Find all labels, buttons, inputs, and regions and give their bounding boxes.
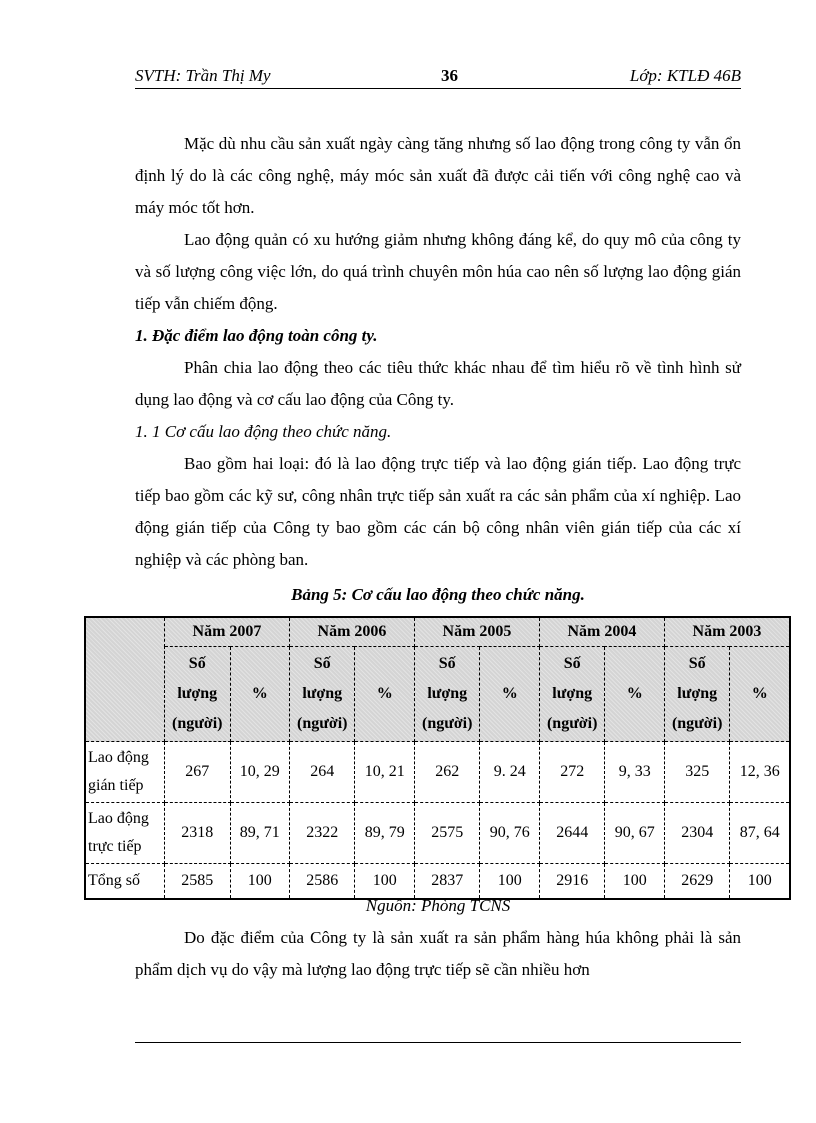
unit-pct-header: %: [605, 647, 664, 742]
table-cell: 100: [605, 864, 664, 900]
table-row-total: [85, 864, 790, 900]
table-cell: 2304: [664, 803, 730, 864]
paragraph-5: Do đặc điểm của Công ty là sản xuất ra sản phẩm hàng húa không phải là sản phẩm dịch vụ do vậy mà lượng lao động trực tiếp sẽ cần nhiều hơn: [135, 928, 741, 979]
table-cell: 100: [355, 864, 414, 900]
footer-divider: [135, 1042, 741, 1043]
labor-structure-table: [84, 616, 791, 900]
page-number: 36: [441, 66, 458, 85]
table-header-units: [85, 647, 790, 742]
paragraph-2: Lao động quản có xu hướng giảm nhưng không đáng kể, do quy mô của công ty và số lượng công việc lớn, do quá trình chuyên môn húa cao nên số lượng lao động gián tiếp vẫn chiếm động.: [135, 230, 741, 313]
section-heading-1: 1. Đặc điểm lao động toàn công ty.: [135, 326, 378, 345]
page-header: [135, 64, 741, 89]
student-name: SVTH: Trần Thị My: [135, 66, 271, 85]
unit-pct-header: %: [730, 647, 790, 742]
table-cell: 262: [414, 742, 480, 803]
section-heading-1-1: 1. 1 Cơ cấu lao động theo chức năng.: [135, 422, 392, 441]
paragraph-1: Mặc dù nhu cầu sản xuất ngày càng tăng nhưng số lao động trong công ty vẫn ổn định lý do là các công nghệ, máy móc sản xuất đã được cải tiến với công nghệ cao và máy móc tốt hơn.: [135, 134, 741, 217]
table-cell: 2644: [539, 803, 605, 864]
body-text-after-table: [135, 922, 741, 986]
table-cell: 325: [664, 742, 730, 803]
table-cell: 89, 71: [230, 803, 289, 864]
table-cell: 10, 21: [355, 742, 414, 803]
table-source: Nguồn: Phòng TCNS: [365, 896, 511, 915]
table-cell: 100: [480, 864, 539, 900]
table-cell: 2322: [289, 803, 355, 864]
unit-pct-header: %: [230, 647, 289, 742]
unit-count-header: Số lượng (người): [165, 647, 231, 742]
table-cell: 2318: [165, 803, 231, 864]
table-cell: 90, 67: [605, 803, 664, 864]
table-cell: 267: [165, 742, 231, 803]
table-cell: 2916: [539, 864, 605, 900]
unit-count-header: Số lượng (người): [664, 647, 730, 742]
table-header-years: [85, 617, 790, 647]
table-cell: 2629: [664, 864, 730, 900]
class-label: Lớp: KTLĐ 46B: [629, 66, 741, 85]
table-row: [85, 742, 790, 803]
table-cell: 9, 33: [605, 742, 664, 803]
year-header: Năm 2004: [539, 617, 664, 647]
table-cell: 2586: [289, 864, 355, 900]
unit-pct-header: %: [480, 647, 539, 742]
unit-count-header: Số lượng (người): [539, 647, 605, 742]
row-label: Lao động trực tiếp: [85, 803, 165, 864]
table-cell: 264: [289, 742, 355, 803]
year-header: Năm 2007: [165, 617, 290, 647]
table-cell: 10, 29: [230, 742, 289, 803]
year-header: Năm 2003: [664, 617, 790, 647]
unit-count-header: Số lượng (người): [414, 647, 480, 742]
table-cell: 87, 64: [730, 803, 790, 864]
paragraph-3: Phân chia lao động theo các tiêu thức khác nhau để tìm hiểu rõ về tình hình sử dụng lao động và cơ cấu lao động của Công ty.: [135, 358, 741, 409]
table-cell: 100: [230, 864, 289, 900]
table-cell: 9. 24: [480, 742, 539, 803]
year-header: Năm 2006: [289, 617, 414, 647]
row-label: Lao động gián tiếp: [85, 742, 165, 803]
body-text: [135, 128, 741, 576]
table-row: [85, 803, 790, 864]
row-label: Tổng số: [85, 864, 165, 900]
unit-pct-header: %: [355, 647, 414, 742]
table-cell: 2585: [165, 864, 231, 900]
table-cell: 2575: [414, 803, 480, 864]
table-cell: 12, 36: [730, 742, 790, 803]
table-cell: 2837: [414, 864, 480, 900]
table-cell: 90, 76: [480, 803, 539, 864]
table-corner-cell: [85, 617, 165, 742]
table-cell: 272: [539, 742, 605, 803]
unit-count-header: Số lượng (người): [289, 647, 355, 742]
paragraph-4: Bao gồm hai loại: đó là lao động trực tiếp và lao động gián tiếp. Lao động trực tiếp bao gồm các kỹ sư, công nhân trực tiếp sản xuất ra các sản phẩm của xí nghiệp. Lao động gián tiếp của Công ty bao gồm các cán bộ công nhân viên gián tiếp của các xí nghiệp và các phòng ban.: [135, 454, 741, 569]
table-cell: 89, 79: [355, 803, 414, 864]
table-caption: Bảng 5: Cơ cấu lao động theo chức năng.: [291, 585, 585, 604]
year-header: Năm 2005: [414, 617, 539, 647]
table-cell: 100: [730, 864, 790, 900]
